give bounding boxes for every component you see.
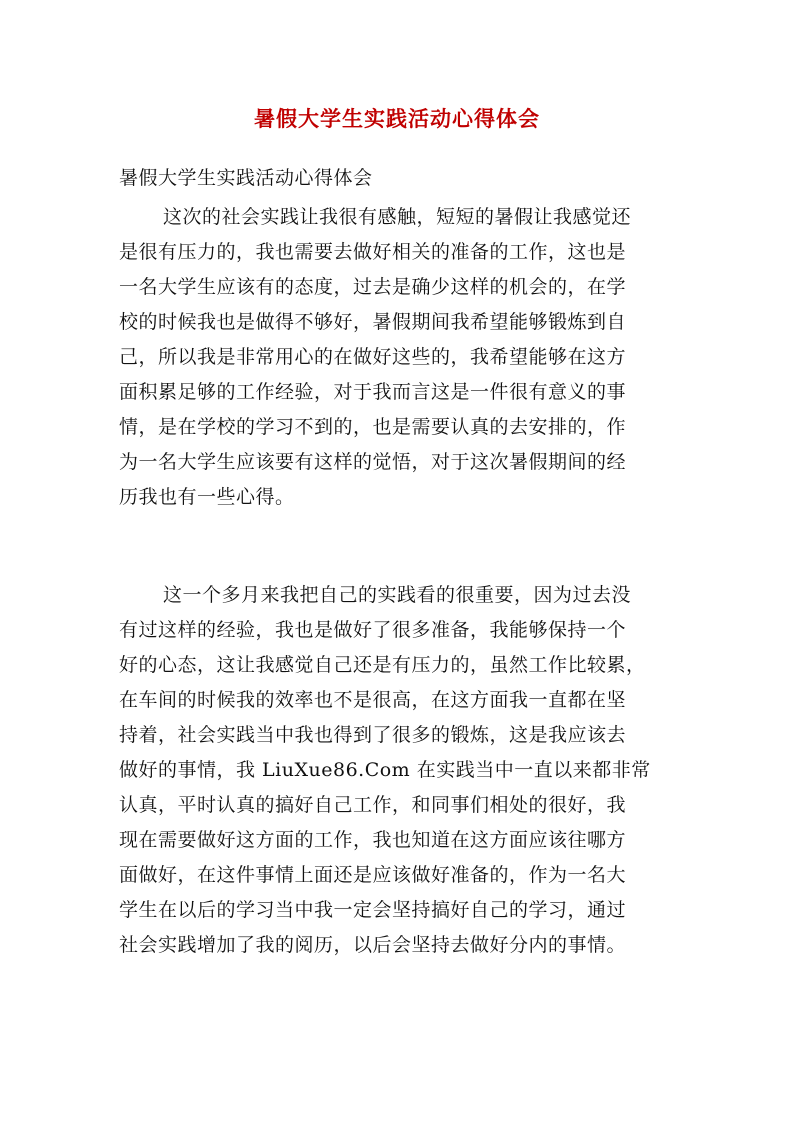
paragraph-line: 情，是在学校的学习不到的，也是需要认真的去安排的，作	[119, 416, 627, 438]
paragraph-line: 学生在以后的学习当中我一定会坚持搞好自己的学习，通过	[119, 899, 627, 921]
paragraph-line: 这次的社会实践让我很有感触，短短的暑假让我感觉还	[163, 206, 632, 228]
paragraph-line: 面积累足够的工作经验，对于我而言这是一件很有意义的事	[119, 381, 627, 403]
paragraph-line: 己，所以我是非常用心的在做好这些的，我希望能够在这方	[119, 346, 627, 368]
paragraph-line: 持着，社会实践当中我也得到了很多的锻炼，这是我应该去	[119, 724, 627, 746]
paragraph-line: 一名大学生应该有的态度，过去是确少这样的机会的，在学	[119, 276, 627, 298]
paragraph-line: 这一个多月来我把自己的实践看的很重要，因为过去没	[163, 584, 632, 606]
document-subtitle: 暑假大学生实践活动心得体会	[119, 167, 373, 189]
paragraph-1	[119, 200, 697, 515]
paragraph-line: 在车间的时候我的效率也不是很高，在这方面我一直都在坚	[119, 689, 627, 711]
paragraph-line: 是很有压力的，我也需要去做好相关的准备的工作，这也是	[119, 241, 627, 263]
paragraph-line: 社会实践增加了我的阅历，以后会坚持去做好分内的事情。	[119, 934, 627, 956]
paragraph-2	[119, 578, 697, 963]
paragraph-line: 好的心态，这让我感觉自己还是有压力的，虽然工作比较累，	[119, 654, 646, 676]
paragraph-line: 有过这样的经验，我也是做好了很多准备，我能够保持一个	[119, 619, 627, 641]
paragraph-line: 现在需要做好这方面的工作，我也知道在这方面应该往哪方	[119, 829, 627, 851]
paragraph-line: 面做好，在这件事情上面还是应该做好准备的，作为一名大	[119, 864, 627, 886]
paragraph-line: 历我也有一些心得。	[119, 486, 295, 508]
paragraph-line: 认真，平时认真的搞好自己工作，和同事们相处的很好，我	[119, 794, 627, 816]
paragraph-line: 为一名大学生应该要有这样的觉悟，对于这次暑假期间的经	[119, 451, 627, 473]
paragraph-line: 做好的事情，我 LiuXue86.Com 在实践当中一直以来都非常	[119, 759, 651, 781]
paragraph-line: 校的时候我也是做得不够好，暑假期间我希望能够锻炼到自	[119, 311, 627, 333]
document-title: 暑假大学生实践活动心得体会	[254, 106, 540, 131]
